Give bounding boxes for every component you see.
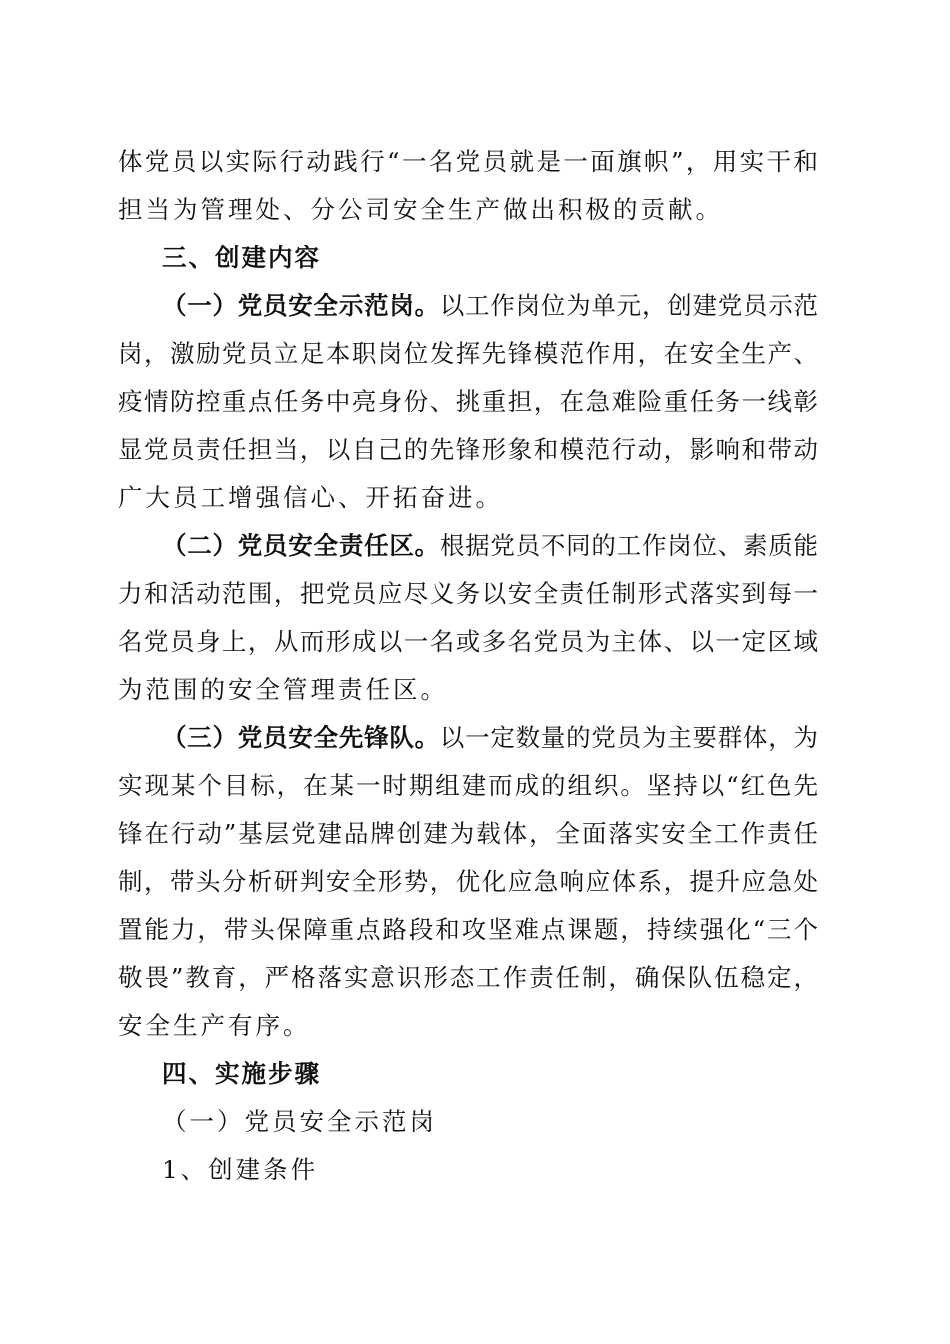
item-text: 以一定数量的党员为主要群体，为 (439, 723, 818, 752)
paragraph-line: 担当为管理处、分公司安全生产做出积极的贡献。 (118, 195, 723, 224)
paragraph-line: 显党员责任担当，以自己的先锋形象和模范行动，影响和带动 (118, 435, 818, 464)
paragraph-line: 敬畏”教育，严格落实意识形态工作责任制，确保队伍稳定， (118, 963, 818, 992)
paragraph-line: 岗，激励党员立足本职岗位发挥先锋模范作用，在安全生产、 (118, 339, 818, 368)
item-title: （一）党员安全示范岗。 (162, 291, 440, 320)
paragraph-line: 实现某个目标，在某一时期组建而成的组织。坚持以“红色先 (118, 771, 818, 800)
list-item: 1、创建条件 (162, 1155, 319, 1184)
section-heading: 三、创建内容 (162, 243, 321, 272)
paragraph-line (118, 282, 818, 330)
document-body (118, 138, 818, 1194)
paragraph-line: 力和活动范围，把党员应尽义务以安全责任制形式落实到每一 (118, 579, 818, 608)
item-title: （二）党员安全责任区。 (162, 531, 440, 560)
section-heading: 四、实施步骤 (162, 1059, 321, 1088)
paragraph-line (118, 714, 818, 762)
paragraph-line: 体党员以实际行动践行“一名党员就是一面旗帜”，用实干和 (118, 147, 818, 176)
paragraph-line: 制，带头分析研判安全形势，优化应急响应体系，提升应急处 (118, 867, 818, 896)
item-title: （三）党员安全先锋队。 (162, 723, 440, 752)
paragraph-line (118, 522, 818, 570)
paragraph-line: 安全生产有序。 (118, 1011, 311, 1040)
item-text: 以工作岗位为单元，创建党员示范 (439, 291, 818, 320)
subsection-heading: （一）党员安全示范岗 (162, 1107, 437, 1136)
paragraph-line: 置能力，带头保障重点路段和攻坚难点课题，持续强化“三个 (118, 915, 818, 944)
paragraph-line: 疫情防控重点任务中亮身份、挑重担，在急难险重任务一线彰 (118, 387, 818, 416)
paragraph-line: 名党员身上，从而形成以一名或多名党员为主体、以一定区域 (118, 627, 818, 656)
paragraph-line: 广大员工增强信心、开拓奋进。 (118, 483, 503, 512)
paragraph-line: 锋在行动”基层党建品牌创建为载体，全面落实安全工作责任 (118, 819, 818, 848)
item-text: 根据党员不同的工作岗位、素质能 (439, 531, 818, 560)
paragraph-line: 为范围的安全管理责任区。 (118, 675, 448, 704)
